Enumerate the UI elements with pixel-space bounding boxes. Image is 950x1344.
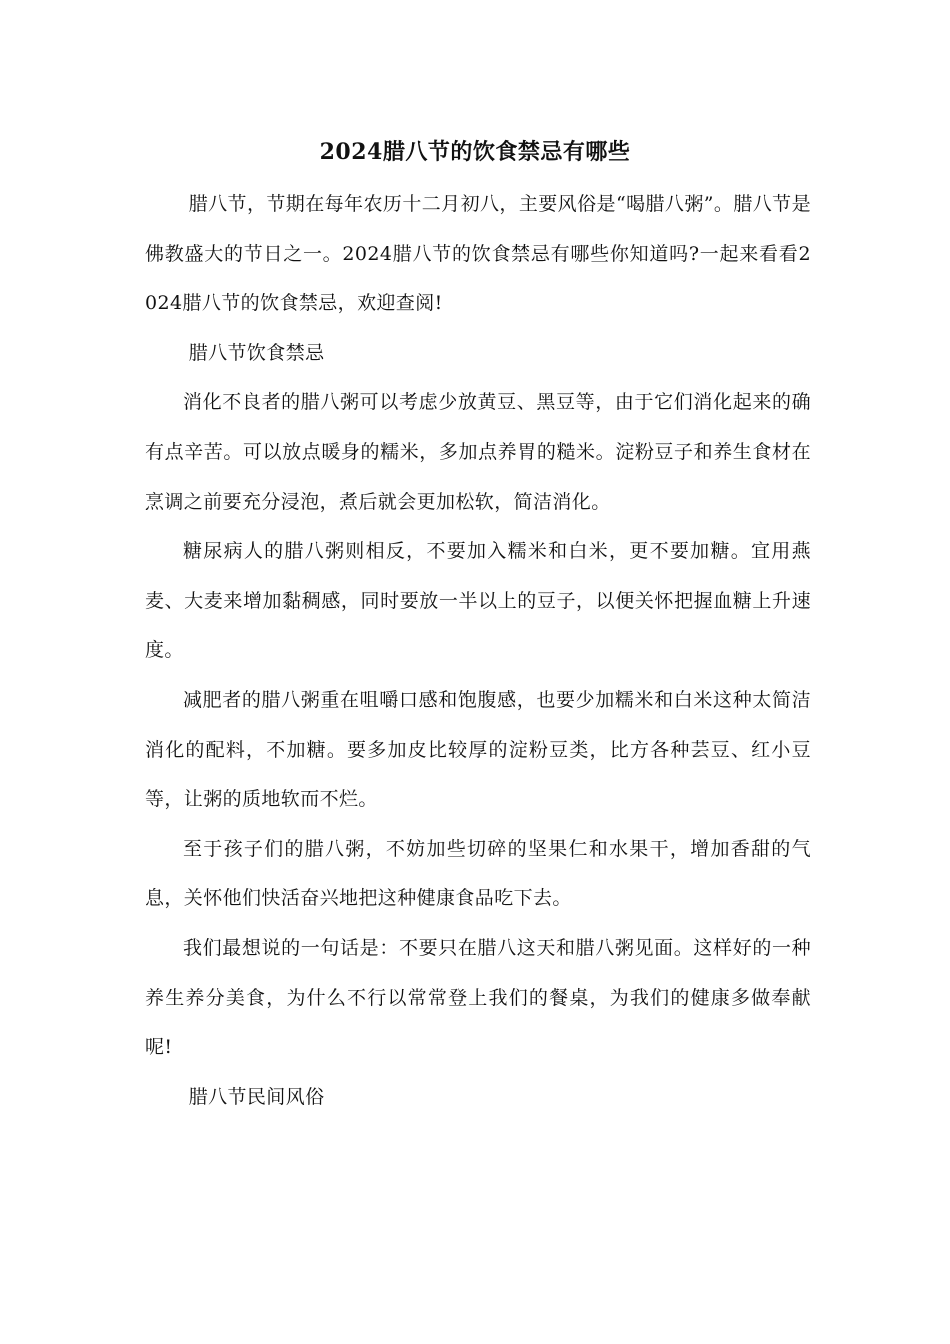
document-title: 2024腊八节的饮食禁忌有哪些 bbox=[319, 139, 631, 165]
section-heading-diet-taboos: 腊八节饮食禁忌 bbox=[188, 341, 325, 364]
paragraph-diabetes: 糖尿病人的腊八粥则相反，不要加入糯米和白米，更不要加糖。宜用燕麦、大麦来增加黏稠感，同时要放一半以上的豆子，以便关怀把握血糖上升速度。 bbox=[145, 540, 811, 662]
paragraph-children: 至于孩子们的腊八粥，不妨加些切碎的坚果仁和水果干，增加香甜的气息，关怀他们快活奋兴地把这种健康食品吃下去。 bbox=[145, 837, 811, 910]
section-heading-folk-customs: 腊八节民间风俗 bbox=[188, 1085, 325, 1108]
document-body bbox=[145, 180, 811, 1122]
paragraph-conclusion: 我们最想说的一句话是：不要只在腊八这天和腊八粥见面。这样好的一种养生养分美食，为什么不行以常常登上我们的餐桌，为我们的健康多做奉献呢! bbox=[145, 936, 811, 1059]
paragraph-indigestion: 消化不良者的腊八粥可以考虑少放黄豆、黑豆等，由于它们消化起来的确有点辛苦。可以放点暖身的糯米，多加点养胃的糙米。淀粉豆子和养生食材在烹调之前要充分浸泡，煮后就会更加松软，简洁消化。 bbox=[145, 391, 811, 513]
intro-paragraph: 腊八节，节期在每年农历十二月初八，主要风俗是“喝腊八粥”。腊八节是佛教盛大的节日之一。2024腊八节的饮食禁忌有哪些你知道吗?一起来看看2024腊八节的饮食禁忌，欢迎查阅! bbox=[145, 193, 811, 315]
paragraph-weight-loss: 减肥者的腊八粥重在咀嚼口感和饱腹感，也要少加糯米和白米这种太简洁消化的配料，不加糖。要多加皮比较厚的淀粉豆类，比方各种芸豆、红小豆等，让粥的质地软而不烂。 bbox=[145, 688, 811, 811]
